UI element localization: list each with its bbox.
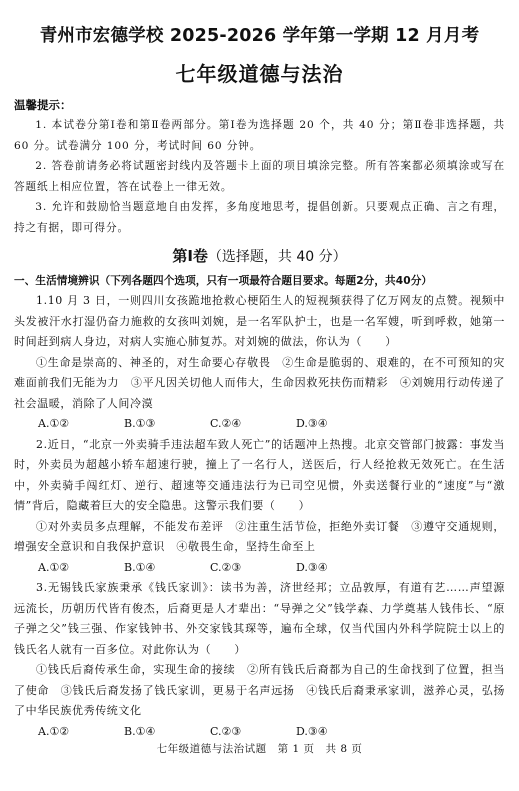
page-footer: 七年级道德与法治试题 第 1 页 共 8 页 [156,743,363,755]
part-heading: 一、生活情境辨识（下列各题四个选项，只有一项最符合题目要求。每题2分，共40分） [14,275,433,287]
option-d: D.③④ [296,724,328,738]
exam-title: 青州市宏德学校 2025-2026 学年第一学期 12 月月考 [39,26,480,46]
question-statements: ①对外卖员多点理解，不能发布差评 ②注重生活节俭，拒绝外卖订餐 ③遵守交通规则，增强安全意识和自我保护意识 ④敬畏生命，坚持生命至上 [14,519,505,553]
question-stem: 2.近日，“北京一外卖骑手违法超车致人死亡”的话题冲上热搜。北京交管部门披露：事发当时，外卖员为超越小轿车超速行驶，撞上了一名行人，送医后，行人经抢救无效死亡。在生活中，外卖骑手闯红灯、逆行、超速等交通违法行为已司空见惯，外卖送餐行业的“速度”与“激情”背后，隐藏着巨大的安全隐患。这警示我们要（ ） [14,437,505,512]
question-1 [14,291,505,435]
option-c: C.②④ [210,417,242,430]
question-stem: 3.无锡钱氏家族秉承《钱氏家训》：读书为善，济世经邦；立品敦厚，有道有艺……声望源远流长，历朝历代皆有俊杰，后裔更是人才辈出：“导弹之父”钱学森、力学奠基人钱伟长、“原子弹之父”钱三强、作家钱钟书、外交家钱其琛等，遍布全球，仅当代国内外科学院院士以上的钱氏名人就有一百多位。对此你认为（ ） [14,581,505,656]
question-stem: 1.10 月 3 日，一则四川女孩跪地抢救心梗陌生人的短视频获得了亿万网友的点赞。视频中头发被汗水打湿仍奋力施救的女孩叫刘婉，是一名军队护士，也是一名军嫂，听到呼救，她第一时间赶到病人身边，对病人实施心肺复苏。对刘婉的做法，你认为（ ） [14,294,505,348]
exam-content [14,95,505,742]
tip-item: 2. 答卷前请务必将试题密封线内及答题卡上面的项目填涂完整。所有答案都必须填涂或写在答题纸上相应位置，答在试卷上一律无效。 [14,160,505,193]
question-options [14,558,505,579]
option-b: B.①④ [124,560,156,574]
option-b: B.①③ [124,417,156,430]
section-title [14,244,505,269]
tip-item: 3. 允许和鼓励恰当题意地自由发挥，多角度地思考，提倡创新。只要观点正确、言之有理，持之有据，即可得分。 [14,201,505,234]
option-d: D.③④ [296,560,328,574]
question-2 [14,435,505,579]
option-a: A.①② [38,560,70,574]
option-c: C.②③ [210,724,242,738]
option-d: D.③④ [296,417,328,430]
tips-block [14,95,505,238]
option-a: A.①② [38,724,70,738]
question-options [14,722,505,743]
question-options [14,414,505,435]
subject-title: 七年级道德与法治 [175,62,344,86]
tips-heading: 温馨提示： [14,98,72,112]
option-c: C.②③ [210,560,242,574]
section-title-rest: （选择题，共 40 分） [207,249,347,265]
tip-item: 1. 本试卷分第Ⅰ卷和第Ⅱ卷两部分。第Ⅰ卷为选择题 20 个，共 40 分；第Ⅱ卷非选择题，共 60 分。试卷满分 100 分，考试时间 60 分钟。 [14,119,505,152]
section-title-bold: 第Ⅰ卷 [172,247,208,265]
question-3 [14,578,505,742]
option-b: B.①④ [124,724,156,738]
option-a: A.①② [38,417,70,430]
question-statements: ①钱氏后裔传承生命，实现生命的接续 ②所有钱氏后裔都为自己的生命找到了位置，担当了使命 ③钱氏后裔发扬了钱氏家训，更易于名声远扬 ④钱氏后裔秉承家训，滋养心灵，弘扬了中华民族优秀传统文化 [14,663,505,717]
question-statements: ①生命是崇高的、神圣的，对生命要心存敬畏 ②生命是脆弱的、艰难的，在不可预知的灾难面前我们无能为力 ③平凡因关切他人而伟大，生命因救死扶伤而精彩 ④刘婉用行动传递了社会温暖，消除了人间冷漠 [14,355,505,410]
